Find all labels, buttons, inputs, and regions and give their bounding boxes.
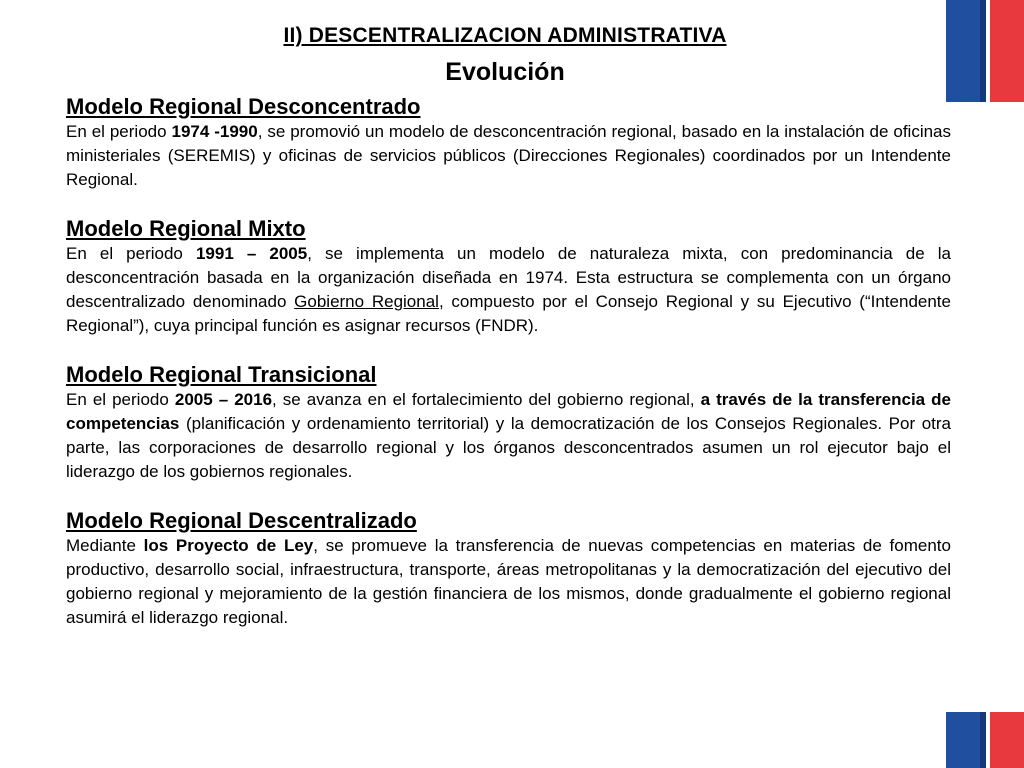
section-heading: Modelo Regional Transicional bbox=[66, 362, 377, 387]
slide-content bbox=[66, 94, 951, 654]
body-text: , compuesto por el Consejo Regional y su Ejecutivo (“Intendente Regional”), cuya principal función es asignar recursos (FNDR). bbox=[66, 292, 951, 335]
section-body bbox=[66, 534, 951, 630]
body-text: , se implementa un modelo de naturaleza mixta, con predominancia de la desconcentración basada en la organización diseñada en 1974. Esta estructura se complementa con un órgano descentralizado denominado bbox=[66, 244, 951, 311]
body-text: , se promueve la transferencia de nuevas competencias en materias de fomento productivo, desarrollo social, infraestructura, transporte, áreas metropolitanas y la democratización del ejecutivo del gobierno regional y mejoramiento de la gestión financiera de los mismos, donde gradualmente el gobierno regional asumirá el liderazgo regional. bbox=[66, 536, 951, 627]
slide-title: II) DESCENTRALIZACION ADMINISTRATIVA bbox=[283, 24, 727, 47]
body-text: (planificación y ordenamiento territorial) y la democratización de los Consejos Regionales. Por otra parte, las corporaciones de desarrollo regional y los órganos desconcentrados asumen un rol ejecutor bajo el liderazgo de los gobiernos regionales. bbox=[66, 414, 951, 481]
body-text: , se avanza en el fortalecimiento del gobierno regional, bbox=[272, 390, 701, 409]
section-desconcentrado bbox=[66, 94, 951, 192]
body-text: En el periodo bbox=[66, 390, 175, 409]
section-body bbox=[66, 120, 951, 192]
underlined-text: Gobierno Regional bbox=[294, 292, 439, 311]
section-mixto bbox=[66, 216, 951, 338]
bold-text: 1991 – 2005 bbox=[195, 244, 308, 263]
section-heading: Modelo Regional Desconcentrado bbox=[66, 94, 421, 119]
section-body bbox=[66, 388, 951, 484]
flag-red-stripe bbox=[990, 712, 1024, 768]
flag-decoration-bottom bbox=[946, 712, 1024, 768]
body-text: En el periodo bbox=[66, 122, 172, 141]
body-text: , se promovió un modelo de desconcentración regional, basado en la instalación de oficinas ministeriales (SEREMIS) y oficinas de servicios públicos (Direcciones Regionales) coordinados por un Intendente Regional. bbox=[66, 122, 952, 189]
flag-blue-stripe bbox=[946, 712, 980, 768]
section-heading: Modelo Regional Descentralizado bbox=[66, 508, 417, 533]
bold-text: 2005 – 2016 bbox=[174, 390, 273, 409]
section-heading: Modelo Regional Mixto bbox=[66, 216, 306, 241]
bold-text: a través de la transferencia de competencias bbox=[66, 390, 951, 433]
section-descentralizado bbox=[66, 508, 951, 630]
body-text: En el periodo bbox=[66, 244, 196, 263]
slide-subtitle: Evolución bbox=[445, 58, 565, 86]
section-body bbox=[66, 242, 951, 338]
bold-text: los Proyecto de Ley bbox=[143, 536, 314, 555]
section-transicional bbox=[66, 362, 951, 484]
body-text: Mediante bbox=[66, 536, 144, 555]
bold-text: 1974 -1990 bbox=[171, 122, 258, 141]
